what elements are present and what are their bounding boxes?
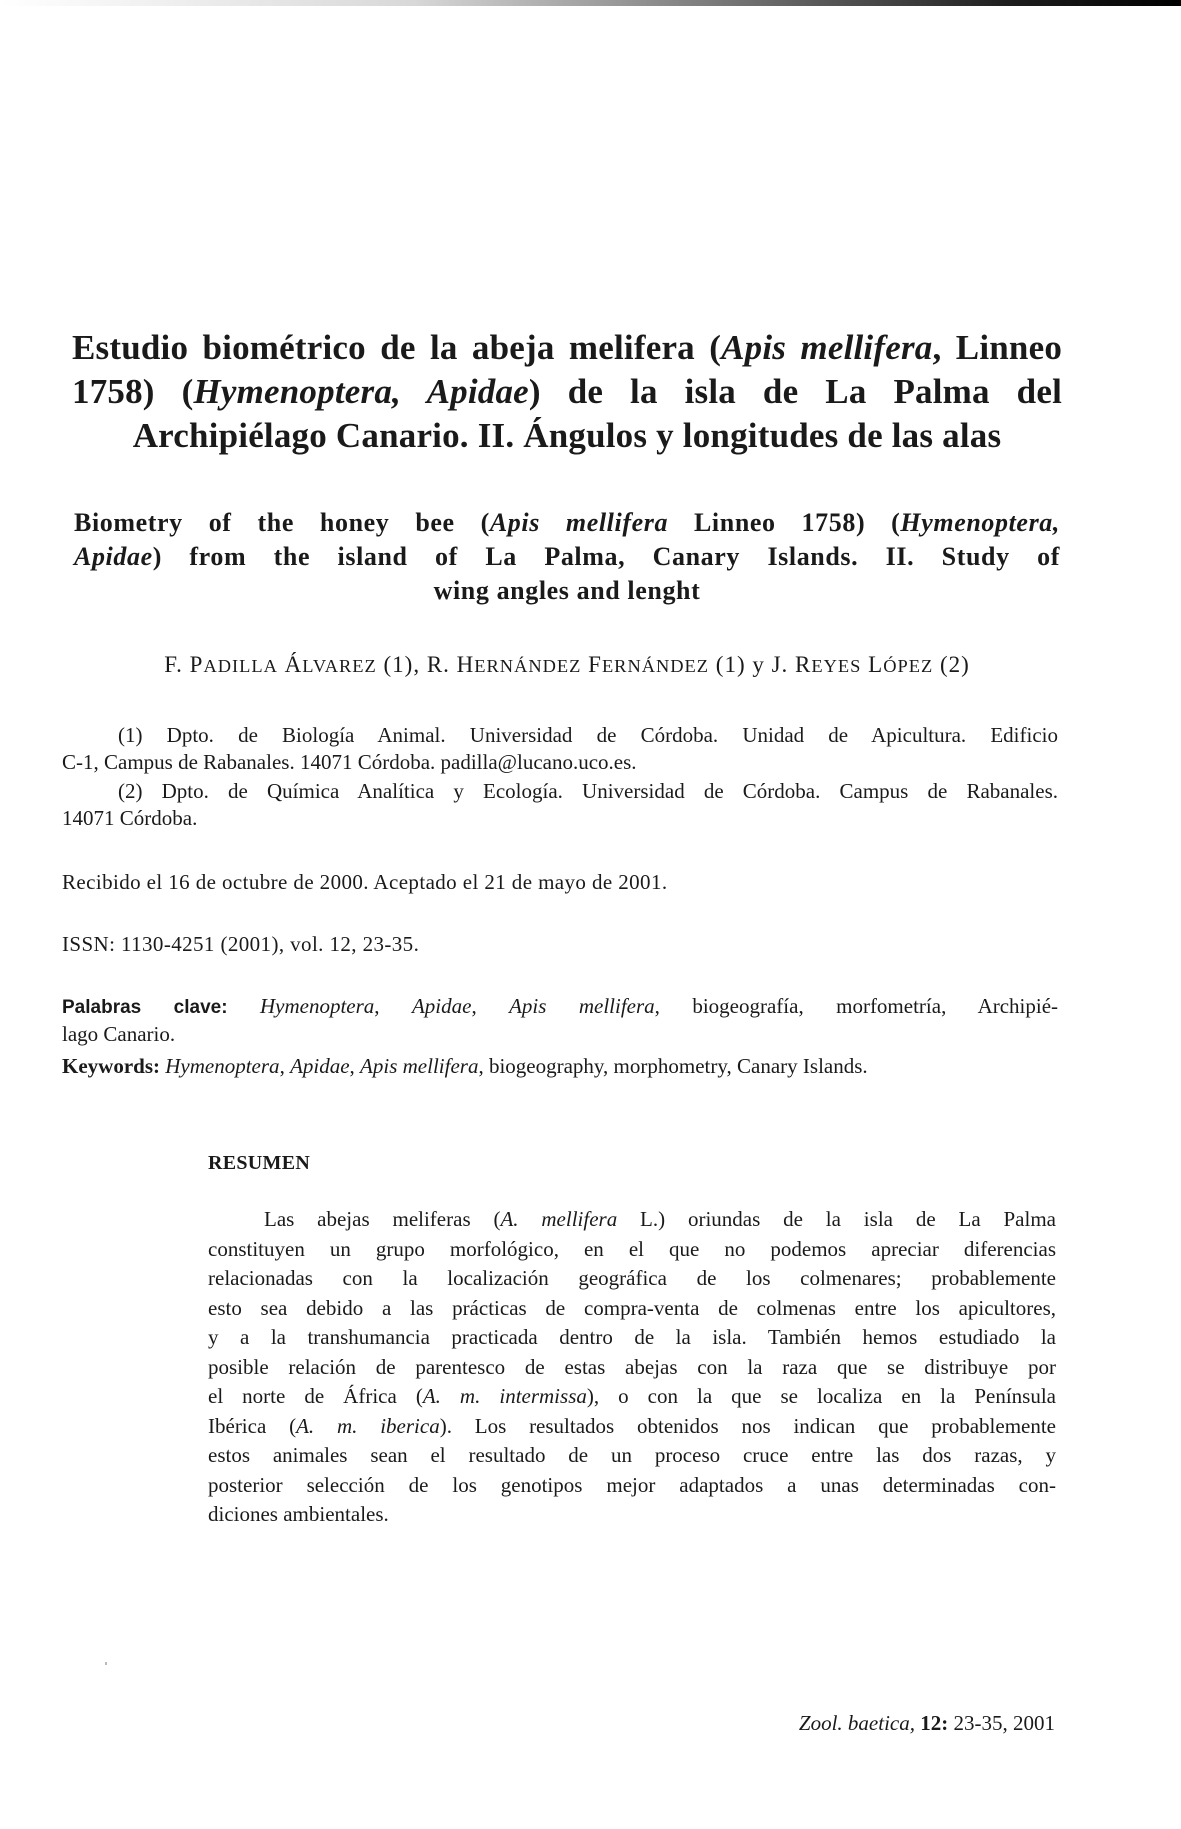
title-line-1: Estudio biométrico de la abeja melifera (Apis mellifera, Linneo [72,328,1063,367]
subtitle-line-2: Apidae) from the island of La Palma, Canary Islands. II. Study of [74,542,1060,571]
title-line-3: Archipiélago Canario. II. Ángulos y longitudes de las alas [132,416,1002,455]
affiliation-2: (2) Dpto. de Química Analítica y Ecología. Universidad de Córdoba. Campus de Rabanales. 14071 Córdoba. [62,779,1058,830]
subtitle-line-1: Biometry of the honey bee (Apis mellifera Linneo 1758) (Hymenoptera, [74,508,1060,537]
author-list: F. PADILLA ÁLVAREZ (1), R. HERNÁNDEZ FERNÁNDEZ (1) y J. REYES LÓPEZ (2) [164,652,970,677]
article-title-es [72,326,1062,458]
received-accepted-dates: Recibido el 16 de octubre de 2000. Aceptado el 21 de mayo de 2001. [62,870,668,894]
issn-line: ISSN: 1130-4251 (2001), vol. 12, 23-35. [62,932,420,956]
abstract-heading: RESUMEN [208,1152,311,1174]
scan-speck [105,1662,107,1665]
journal-citation: Zool. baetica, 12: 23-35, 2001 [798,1711,1055,1735]
title-line-2: 1758) (Hymenoptera, Apidae) de la isla de La Palma del [72,372,1062,411]
keywords-es: Palabras clave: Hymenoptera, Apidae, Apis mellifera, biogeografía, morfometría, Archipié- lago Canario. [62,994,1059,1046]
scan-edge [0,0,1181,6]
subtitle-line-3: wing angles and lenght [433,576,701,605]
affiliation-1: (1) Dpto. de Biología Animal. Universidad de Córdoba. Unidad de Apicultura. Edificio C-1, Campus de Rabanales. 14071 Córdoba. padilla@lucano.uco.es. [62,723,1058,774]
abstract-body: Las abejas meliferas (A. mellifera L.) oriundas de la isla de La Palma constituyen un grupo morfológico, en el que no podemos apreciar diferencias relacionadas con la localización geográfica de los colmenares; probablemente esto sea debido a las prácticas de compra-venta de colmenas entre los apicultores, y a la transhumancia practicada dentro de la isla. También hemos estudiado la posible relación de parentesco de estas abejas con la raza que se distribuye por el norte de África (A. m. intermissa), o con la que se localiza en la Península Ibérica (A. m. iberica). Los resultados obtenidos nos indican que probablemente estos animales sean el resultado de un proceso cruce entre las dos razas, y posterior selección de los genotipos mejor adaptados a unas determinadas con- diciones ambientales. [208,1207,1057,1526]
keywords-en: Keywords: Hymenoptera, Apidae, Apis mellifera, biogeography, morphometry, Canary Islands. [62,1054,868,1078]
article-title-en [74,506,1060,608]
